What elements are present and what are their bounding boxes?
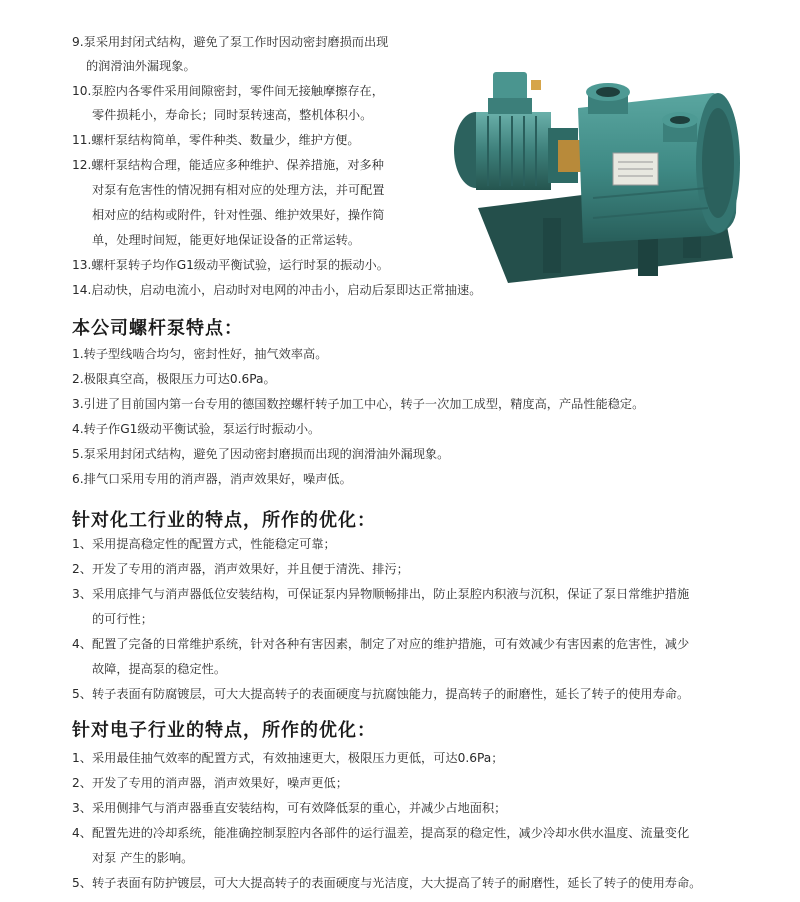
feature-13: 13.螺杆泵转子均作G1级动平衡试验，运行时泵的振动小。	[72, 258, 389, 272]
chemical-item-2: 2、开发了专用的消声器，消声效果好，并且便于清洗、排污；	[72, 562, 409, 576]
company-feature-1: 1.转子型线啮合均匀，密封性好，抽气效率高。	[72, 347, 328, 361]
screw-pump-image	[448, 58, 748, 298]
chemical-industry-heading: 针对化工行业的特点，所作的优化：	[72, 510, 376, 531]
company-feature-2: 2.极限真空高，极限压力可达0.6Pa。	[72, 372, 276, 386]
feature-9-line-1: 9.泵采用封闭式结构，避免了泵工作时因动密封磨损而出现	[72, 35, 389, 49]
electronic-item-1: 1、采用最佳抽气效率的配置方式，有效抽速更大，极限压力更低，可达0.6Pa；	[72, 751, 504, 765]
electronic-item-3: 3、采用侧排气与消声器垂直安装结构，可有效降低泵的重心，并减少占地面积；	[72, 801, 507, 815]
feature-14: 14.启动快，启动电流小，启动时对电网的冲击小，启动后泵即达正常抽速。	[72, 283, 482, 297]
chemical-item-1: 1、采用提高稳定性的配置方式，性能稳定可靠；	[72, 537, 336, 551]
chemical-item-3-line-1: 3、采用底排气与消声器低位安装结构，可保证泵内异物顺畅排出，防止泵腔内积液与沉积，保证了泵日常维护措施	[72, 587, 690, 601]
feature-10-line-1: 10.泵腔内各零件采用间隙密封，零件间无接触摩擦存在，	[72, 84, 384, 98]
feature-12-line-4: 单，处理时间短，能更好地保证设备的正常运转。	[92, 233, 361, 247]
feature-11: 11.螺杆泵结构简单，零件种类、数量少，维护方便。	[72, 133, 360, 147]
company-feature-5: 5.泵采用封闭式结构，避免了因动密封磨损而出现的润滑油外漏现象。	[72, 447, 450, 461]
feature-10-line-2: 零件损耗小，寿命长；同时泵转速高，整机体积小。	[92, 108, 373, 122]
company-feature-6: 6.排气口采用专用的消声器，消声效果好，噪声低。	[72, 472, 352, 486]
chemical-item-4-line-2: 故障，提高泵的稳定性。	[92, 662, 227, 676]
chemical-item-4-line-1: 4、配置了完备的日常维护系统，针对各种有害因素，制定了对应的维护措施，可有效减少有害因素的危害性，减少	[72, 637, 690, 651]
electronic-industry-heading: 针对电子行业的特点，所作的优化：	[72, 720, 376, 741]
electronic-item-4-line-1: 4、配置先进的冷却系统，能准确控制泵腔内各部件的运行温差，提高泵的稳定性，减少冷却水供水温度、流量变化	[72, 826, 690, 840]
feature-12-line-2: 对泵有危害性的情况拥有相对应的处理方法，并可配置	[92, 183, 385, 197]
electronic-item-2: 2、开发了专用的消声器，消声效果好，噪声更低；	[72, 776, 348, 790]
feature-12-line-1: 12.螺杆泵结构合理，能适应多种维护、保养措施，对多种	[72, 158, 384, 172]
chemical-item-5: 5、转子表面有防腐镀层，可大大提高转子的表面硬度与抗腐蚀能力，提高转子的耐磨性，延长了转子的使用寿命。	[72, 687, 690, 701]
company-feature-3: 3.引进了目前国内第一台专用的德国数控螺杆转子加工中心，转子一次加工成型，精度高，产品性能稳定。	[72, 397, 645, 411]
company-features-heading: 本公司螺杆泵特点：	[72, 318, 243, 339]
feature-12-line-3: 相对应的结构或附件，针对性强、维护效果好，操作简	[92, 208, 385, 222]
chemical-item-3-line-2: 的可行性；	[92, 612, 153, 626]
electronic-item-5: 5、转子表面有防护镀层，可大大提高转子的表面硬度与光洁度，大大提高了转子的耐磨性，延长了转子的使用寿命。	[72, 876, 702, 890]
company-feature-4: 4.转子作G1级动平衡试验，泵运行时振动小。	[72, 422, 321, 436]
electronic-item-4-line-2: 对泵 产生的影响。	[92, 851, 194, 865]
feature-9-line-2: 的润滑油外漏现象。	[86, 59, 196, 73]
